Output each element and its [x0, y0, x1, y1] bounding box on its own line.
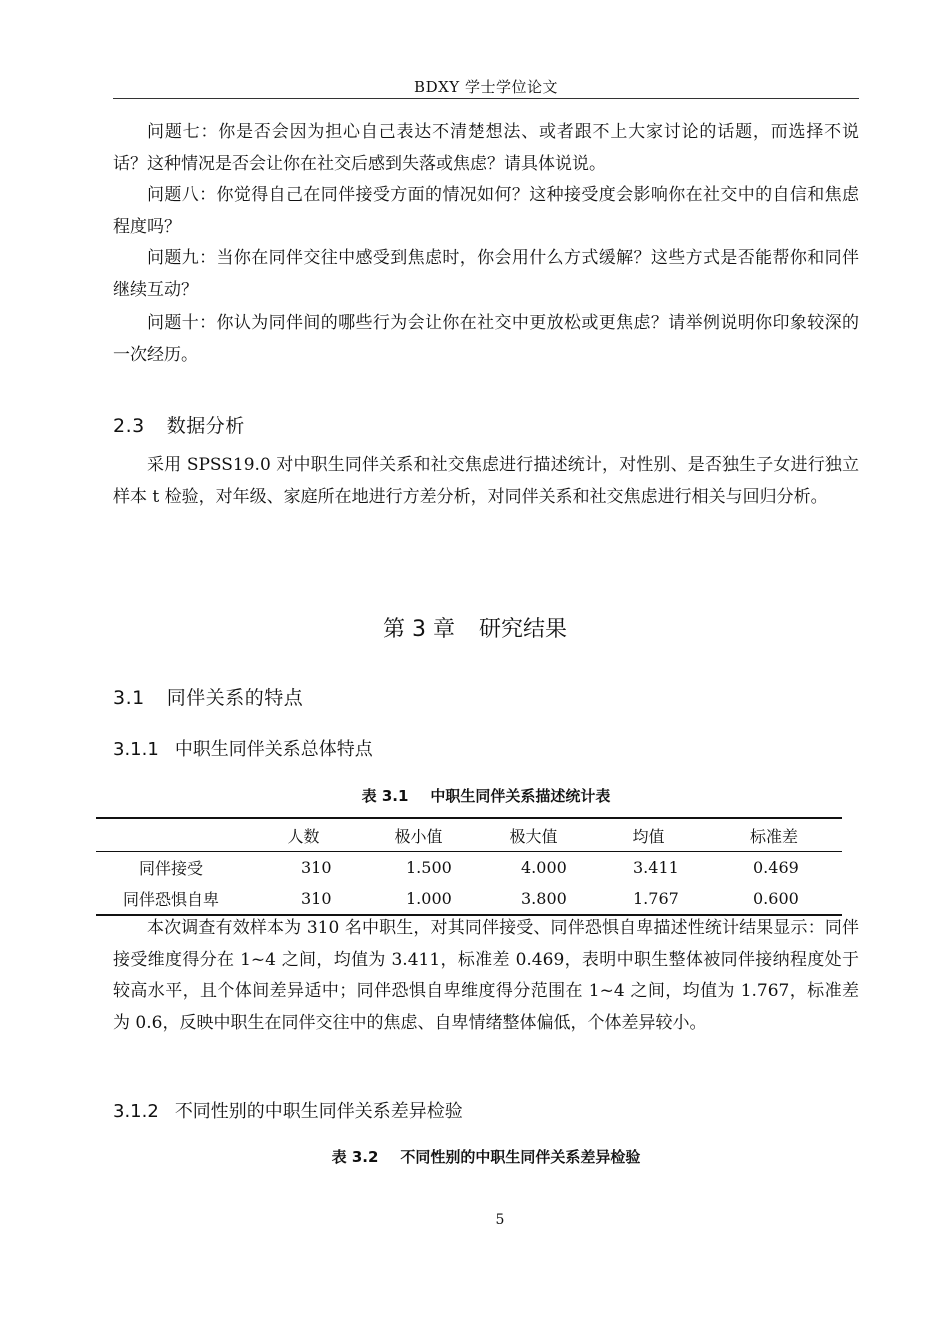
section-title: 数据分析 [166, 415, 245, 437]
table-3-2-caption [0, 1146, 950, 1167]
table-header-row [96, 818, 842, 852]
question-eight: 问题八：你觉得自己在同伴接受方面的情况如何？这种接受度会影响你在社交中的自信和焦虑程度吗？ [113, 185, 859, 237]
subsection-number: 3.1.2 [113, 1101, 159, 1122]
table-header-cell: 标准差 [706, 818, 842, 852]
running-header: BDXY 学士学位论文 [414, 78, 558, 96]
table-cell: 3.800 [476, 883, 591, 915]
section-title: 同伴关系的特点 [166, 687, 304, 709]
results-paragraph: 本次调查有效样本为 310 名中职生，对其同伴接受、同伴恐惧自卑描述性统计结果显示：同伴接受维度得分在 1~4 之间，均值为 3.411，标准差 0.469，表明中职生整体被同伴接纳程度处于较高水平，且个体间差异适中；同伴恐惧自卑维度得分范围在 1~4 之间，均值为 1.767，标准差为 0.6，反映中职生在同伴交往中的焦虑、自卑情绪整体偏低，个体差异较小。 [113, 918, 859, 1033]
chapter-heading [0, 612, 950, 643]
table-cell: 1.767 [591, 883, 706, 915]
table-cell: 同伴接受 [138, 859, 203, 878]
table-header-cell [96, 818, 246, 852]
section-heading-3-1 [113, 683, 303, 710]
table-row [96, 852, 842, 884]
chapter-number: 第 3 章 [383, 617, 455, 642]
table-header-cell: 均值 [591, 818, 706, 852]
descriptive-stats-table [96, 817, 842, 916]
table-cell: 3.411 [633, 858, 679, 877]
subsection-number: 3.1.1 [113, 739, 159, 760]
table-number: 表 3.1 [361, 787, 409, 805]
table-header-cell: 极大值 [476, 818, 591, 852]
table-cell: 同伴恐惧自卑 [96, 883, 246, 915]
subsection-heading-3-1-2 [113, 1097, 463, 1123]
table-cell: 4.000 [521, 858, 567, 877]
data-analysis-paragraph: 采用 SPSS19.0 对中职生同伴关系和社交焦虑进行描述统计，对性别、是否独生子女进行独立样本 t 检验，对年级、家庭所在地进行方差分析，对同伴关系和社交焦虑进行相关与回归分析。 [113, 455, 859, 507]
table-cell: 0.600 [706, 883, 842, 915]
table-title: 中职生同伴关系描述统计表 [430, 787, 611, 805]
chapter-title: 研究结果 [478, 617, 567, 642]
question-ten: 问题十：你认为同伴间的哪些行为会让你在社交中更放松或更焦虑？请举例说明你印象较深的一次经历。 [113, 313, 859, 365]
table-header-cell: 极小值 [361, 818, 476, 852]
table-cell: 0.469 [753, 858, 799, 877]
page-number: 5 [495, 1212, 505, 1228]
subsection-title: 中职生同伴关系总体特点 [174, 739, 373, 760]
table-cell: 1.500 [406, 858, 452, 877]
question-nine: 问题九：当你在同伴交往中感受到焦虑时，你会用什么方式缓解？这些方式是否能帮你和同伴继续互动？ [113, 248, 859, 300]
table-header-cell: 人数 [246, 818, 361, 852]
section-number: 2.3 [113, 415, 145, 437]
subsection-title: 不同性别的中职生同伴关系差异检验 [174, 1101, 463, 1122]
table-row [96, 883, 842, 915]
section-heading-2-3 [113, 411, 245, 438]
table-cell: 1.000 [361, 883, 476, 915]
table-title: 不同性别的中职生同伴关系差异检验 [400, 1148, 641, 1166]
question-seven: 问题七：你是否会因为担心自己表达不清楚想法、或者跟不上大家讨论的话题，而选择不说话？这种情况是否会让你在社交后感到失落或焦虑？请具体说说。 [113, 122, 859, 174]
section-number: 3.1 [113, 687, 145, 709]
table-cell: 310 [246, 883, 361, 915]
table-3-1-caption [0, 785, 950, 806]
header-rule [113, 98, 859, 99]
table-cell: 310 [301, 858, 332, 877]
table-number: 表 3.2 [331, 1148, 379, 1166]
subsection-heading-3-1-1 [113, 735, 373, 761]
